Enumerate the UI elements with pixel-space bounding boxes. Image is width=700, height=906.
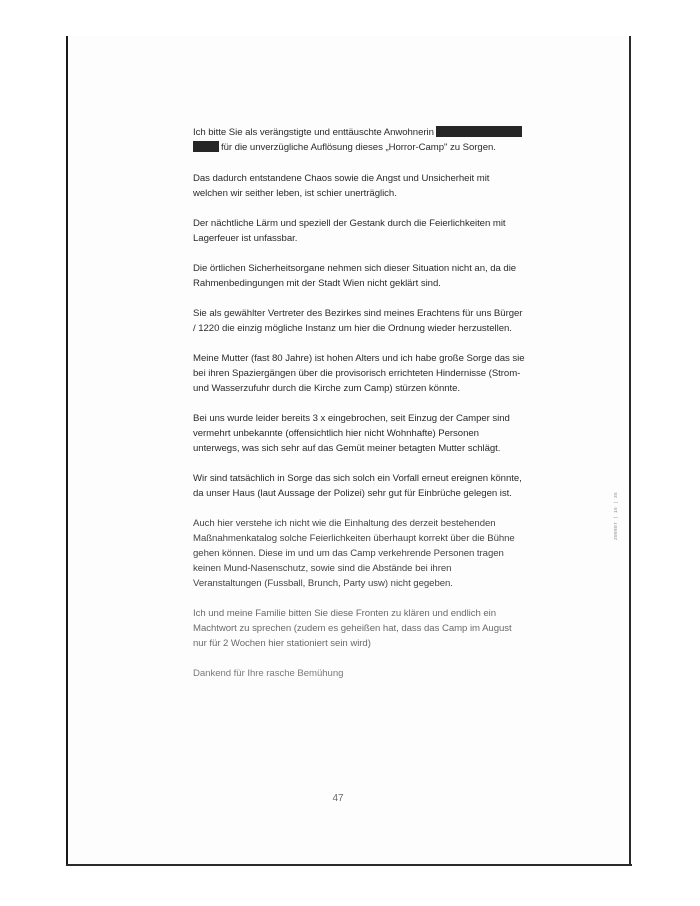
paragraph-chaos: Das dadurch entstandene Chaos sowie die Angst und Unsicherheit mit welchen wir seither leben, ist schier unerträglich. xyxy=(193,173,490,199)
margin-stamp: 200807 | 16 | 35 xyxy=(614,491,619,540)
paragraph-security: Die örtlichen Sicherheitsorgane nehmen sich dieser Situation nicht an, da die Rahmenbedingungen mit der Stadt Wien nicht geklärt sind. xyxy=(193,263,517,289)
paragraph-burglary: Bei uns wurde leider bereits 3 x eingebrochen, seit Einzug der Camper sind vermehrt unbekannte (offensichtlich hier nicht Wohnhafte) Personen unterwegs, was sich sehr auf das Gemüt meiner betagten Mutter schlägt. xyxy=(193,413,510,454)
paragraph-mother: Meine Mutter (fast 80 Jahre) ist hohen Alters und ich habe große Sorge das sie bei ihren Spaziergängen über die provisorisch errichteten Hindernisse (Strom- und Wasserzufuhr durch die Kirche zum Camp) stürzen könnte. xyxy=(193,353,525,394)
intro-line-2: für die unverzügliche Auflösung dieses „Horror-Camp" zu Sorgen. xyxy=(221,142,496,153)
paragraph-representative: Sie als gewählter Vertreter des Bezirkes sind meines Erachtens für uns Bürger / 1220 die einzig mögliche Instanz um hier die Ordnung wieder herzustellen. xyxy=(193,308,523,334)
paragraph-worry: Wir sind tatsächlich in Sorge das sich solch ein Vorfall erneut ereignen könnte, da unser Haus (laut Aussage der Polizei) sehr gut für Einbrüche gelegen ist. xyxy=(193,473,522,499)
intro-line-1: Ich bitte Sie als verängstigte und enttäuschte Anwohnerin xyxy=(193,127,434,138)
page-number: 47 xyxy=(332,793,344,804)
closing-line: Dankend für Ihre rasche Bemühung xyxy=(193,668,344,679)
letter-body xyxy=(193,125,553,696)
redaction-bar xyxy=(193,141,219,152)
scan-edge-bottom xyxy=(66,864,632,866)
scan-edge-right xyxy=(629,36,631,866)
paragraph-noise: Der nächtliche Lärm und speziell der Gestank durch die Feierlichkeiten mit Lagerfeuer ist unfassbar. xyxy=(193,218,506,244)
paragraph-request: Ich und meine Familie bitten Sie diese Fronten zu klären und endlich ein Machtwort zu sprechen (zudem es geheißen hat, dass das Camp im August nur für 2 Wochen hier stationiert sein wird) xyxy=(193,608,512,649)
redaction-bar xyxy=(436,126,522,137)
intro-paragraph xyxy=(193,125,553,155)
paragraph-measures: Auch hier verstehe ich nicht wie die Einhaltung des derzeit bestehenden Maßnahmenkatalog solche Feierlichkeiten überhaupt korrekt über die Bühne gehen können. Diese im und um das Camp verkehrende Personen tragen keinen Mund-Nasenschutz, sowie sind die Abstände bei ihren Veranstaltungen (Fussball, Brunch, Party usw) nicht gegeben. xyxy=(193,518,515,589)
